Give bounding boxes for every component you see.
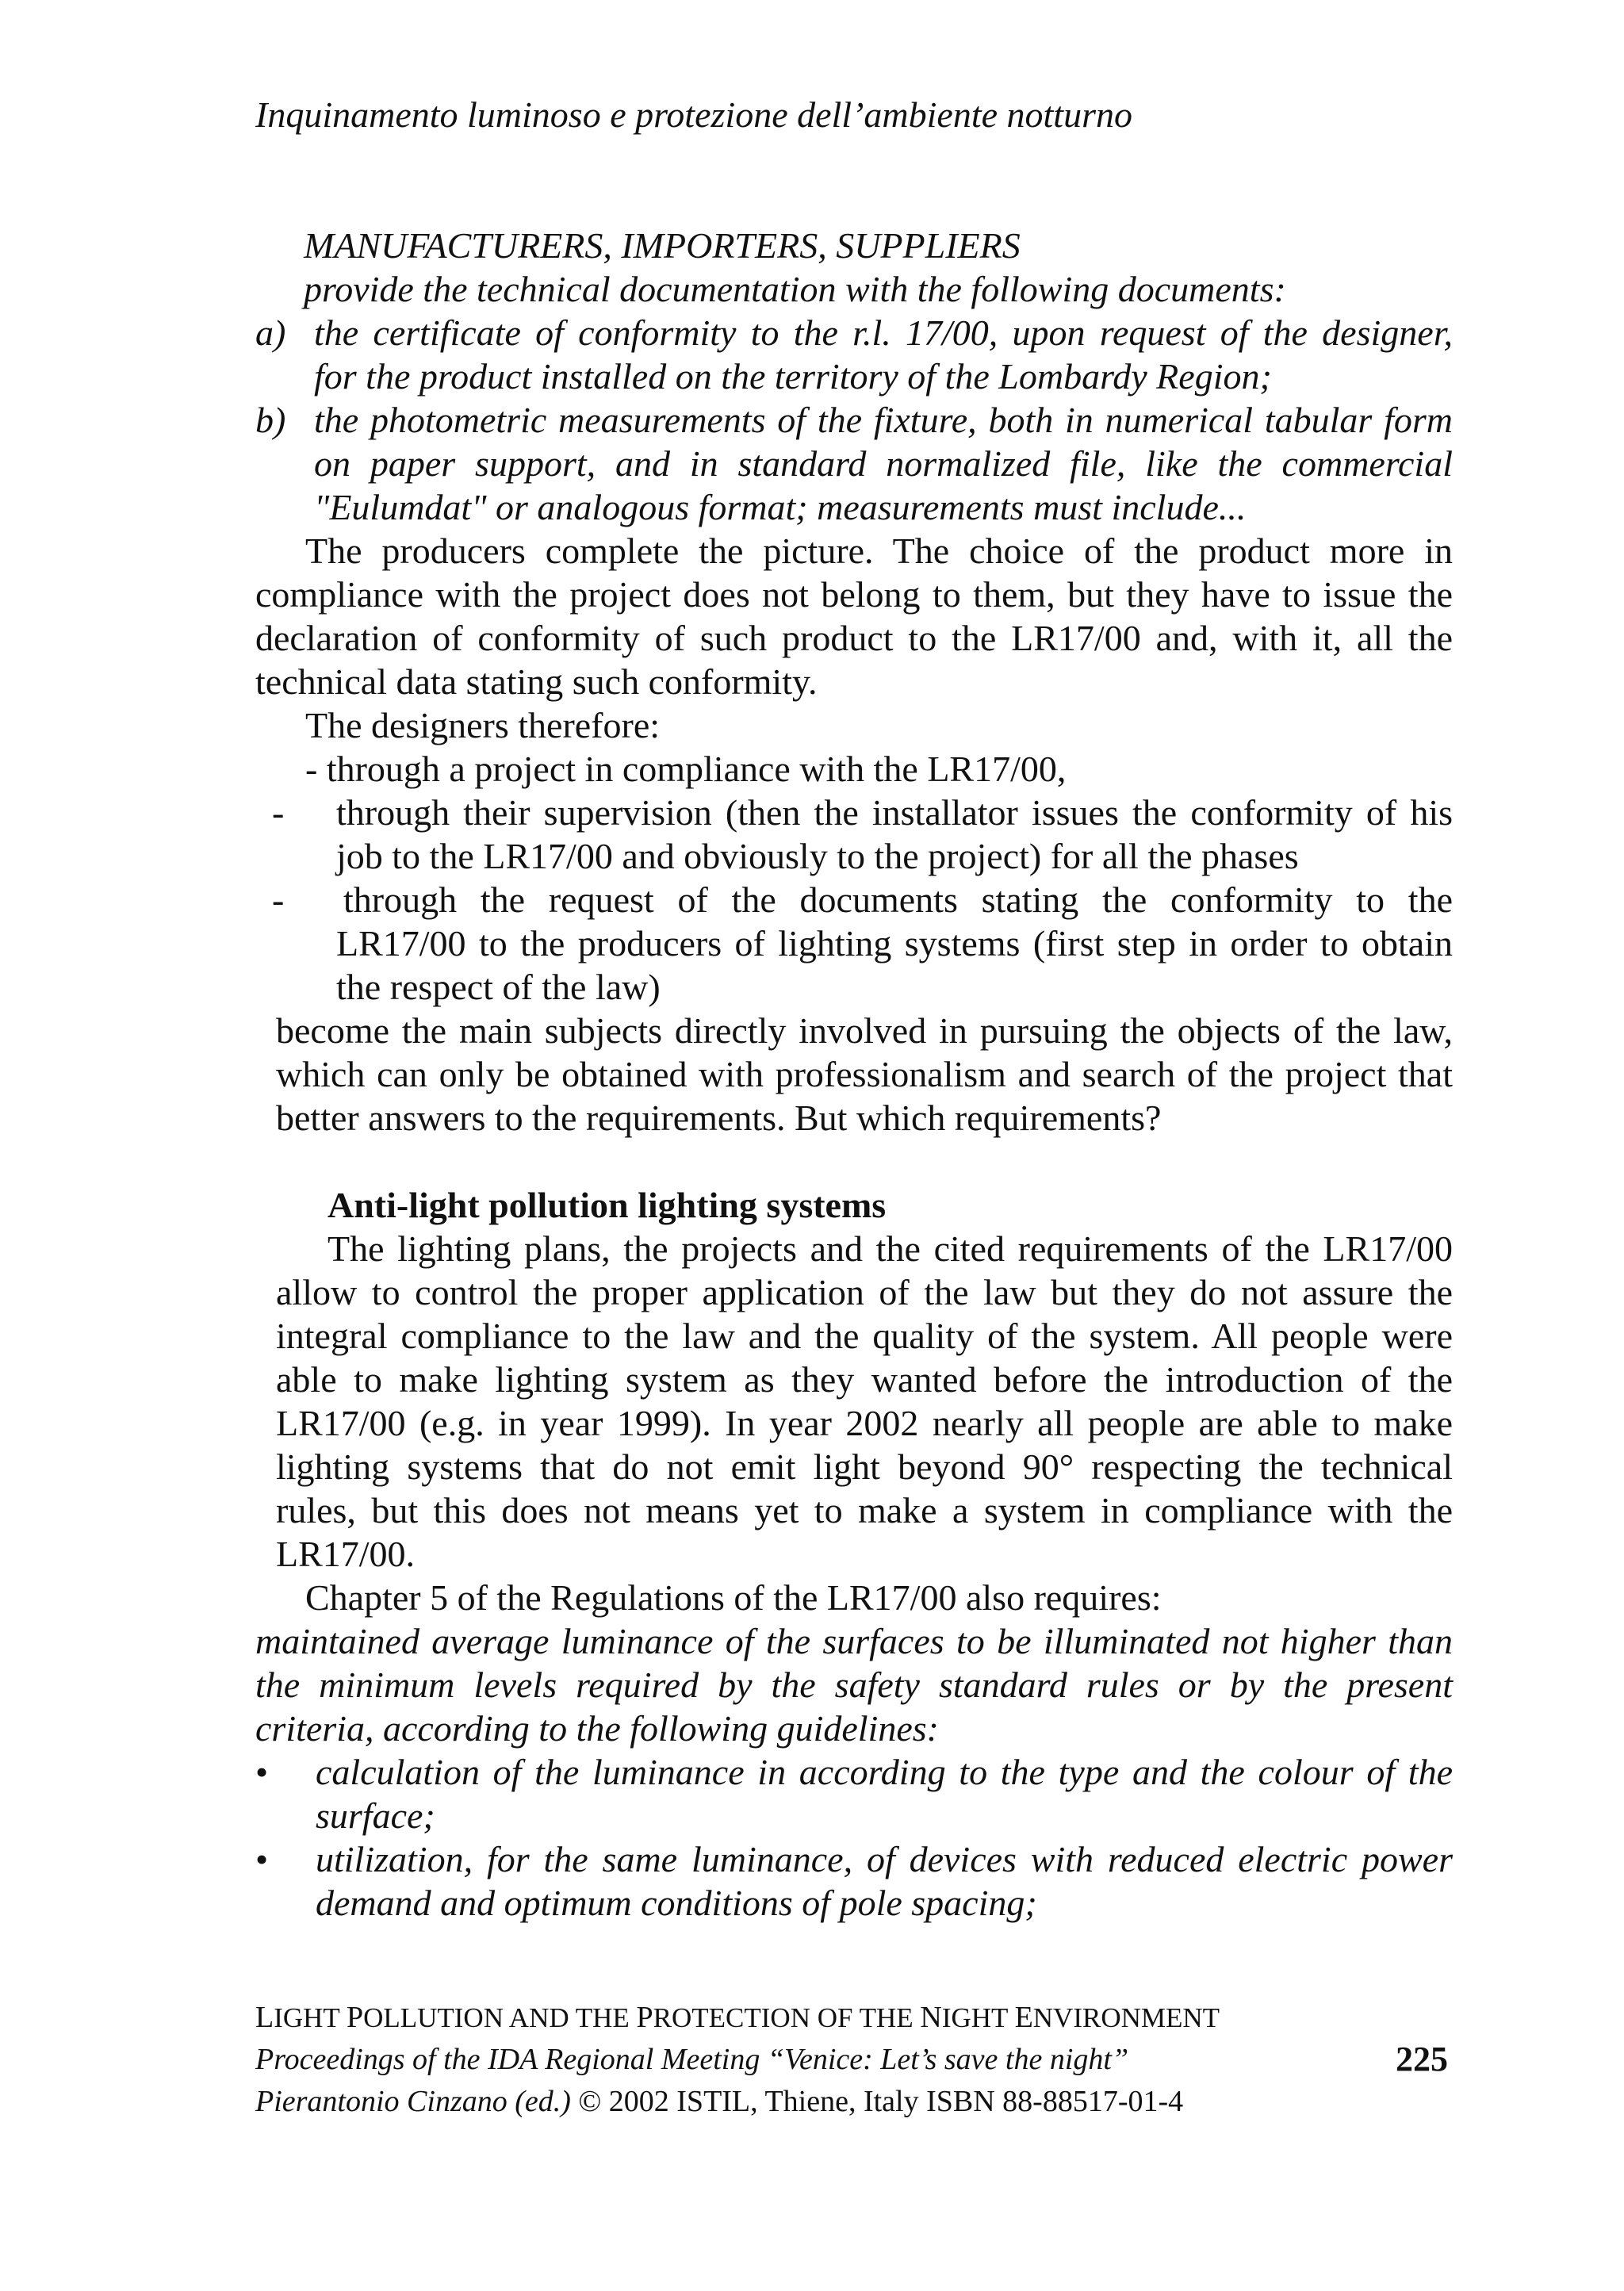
section-line: The lighting plans, the projects and the cited requirements of the LR17/00 <box>327 1228 1453 1269</box>
become-line: better answers to the requirements. But which requirements? <box>276 1098 1162 1138</box>
footer-title-cap: N <box>920 2001 942 2034</box>
requirement-line: criteria, according to the following guidelines: <box>255 1708 939 1749</box>
designers-item-3-line-3: the respect of the law) <box>336 967 661 1007</box>
footer-editor-name: Pierantonio Cinzano (ed.) <box>255 2085 571 2118</box>
designers-item-3-line-1: through the request of the documents stating the conformity to the <box>343 879 1453 920</box>
manufacturers-heading: MANUFACTURERS, IMPORTERS, SUPPLIERS <box>304 225 1021 266</box>
footer-title-small: IGHT <box>274 2002 347 2033</box>
item-b-line-2: on paper support, and in standard normalized file, like the commercial <box>314 443 1453 484</box>
item-a-marker: a) <box>255 312 286 353</box>
designers-item-1: - through a project in compliance with the LR17/00, <box>305 749 1067 789</box>
producers-line: declaration of conformity of such product to the LR17/00 and, with it, all the <box>255 618 1453 658</box>
footer-copyright: © 2002 ISTIL, Thiene, Italy ISBN 88-88517-01-4 <box>570 2085 1184 2118</box>
bullet-1-line-2: surface; <box>316 1795 435 1836</box>
designers-intro: The designers therefore: <box>305 705 661 745</box>
bullet-2-line-1: utilization, for the same luminance, of devices with reduced electric power <box>316 1839 1453 1879</box>
producers-line: compliance with the project does not belong to them, but they have to issue the <box>255 574 1453 615</box>
designers-item-3-dash: - <box>272 879 285 920</box>
designers-item-3-line-2: LR17/00 to the producers of lighting systems (first step in order to obtain <box>336 923 1453 964</box>
become-line: which can only be obtained with professionalism and search of the project that <box>276 1054 1453 1094</box>
producers-line: The producers complete the picture. The choice of the product more in <box>305 531 1453 571</box>
footer-title-cap: P <box>636 2001 653 2034</box>
section-line: rules, but this does not means yet to make a system in compliance with the <box>276 1490 1453 1531</box>
item-b-line-1: the photometric measurements of the fixture, both in numerical tabular form <box>314 400 1453 440</box>
footer-editor <box>255 2082 1183 2121</box>
item-b-marker: b) <box>255 400 286 440</box>
requirement-line: the minimum levels required by the safety standard rules or by the present <box>255 1665 1453 1705</box>
item-a-line-2: for the product installed on the territory of the Lombardy Region; <box>314 356 1272 397</box>
footer-title-cap: E <box>1014 2001 1033 2034</box>
section-heading: Anti-light pollution lighting systems <box>327 1185 887 1225</box>
page-number: 225 <box>1396 2040 1448 2078</box>
bullet-2-line-2: demand and optimum conditions of pole spacing; <box>316 1883 1037 1923</box>
item-b-line-3: "Eulumdat" or analogous format; measurements must include... <box>314 487 1247 527</box>
item-a-line-1: the certificate of conformity to the r.l. 17/00, upon request of the designer, <box>314 312 1453 353</box>
footer-title-small: OLLUTION AND THE <box>363 2002 637 2033</box>
footer-proceedings: Proceedings of the IDA Regional Meeting “Venice: Let’s save the night” <box>255 2043 1129 2076</box>
designers-item-2-line-2: job to the LR17/00 and obviously to the project) for all the phases <box>336 836 1299 876</box>
designers-item-2-dash: - <box>272 792 285 833</box>
footer-title-small: IGHT <box>941 2002 1015 2033</box>
producers-line: technical data stating such conformity. <box>255 661 818 702</box>
footer-title-small: ROTECTION OF THE <box>653 2002 921 2033</box>
bullet-1-symbol: • <box>255 1752 269 1792</box>
become-line: become the main subjects directly involved in pursuing the objects of the law, <box>276 1010 1453 1051</box>
manufacturers-intro: provide the technical documentation with the following documents: <box>304 269 1286 309</box>
bullet-1-line-1: calculation of the luminance in according to the type and the colour of the <box>316 1752 1453 1792</box>
section-line: lighting systems that do not emit light beyond 90° respecting the technical <box>276 1446 1453 1487</box>
footer-title-cap: P <box>346 2001 364 2034</box>
bullet-2-symbol: • <box>255 1839 269 1879</box>
footer-title <box>255 1998 1220 2037</box>
section-line: LR17/00. <box>276 1534 416 1574</box>
designers-item-2-line-1: through their supervision (then the installator issues the conformity of his <box>336 792 1453 833</box>
footer-title-small: NVIRONMENT <box>1032 2002 1220 2033</box>
section-line: allow to control the proper application of the law but they do not assure the <box>276 1272 1453 1312</box>
footer-title-cap: L <box>255 2001 274 2034</box>
chapter-line: Chapter 5 of the Regulations of the LR17/00 also requires: <box>305 1577 1162 1618</box>
section-line: integral compliance to the law and the quality of the system. All people were <box>276 1316 1453 1356</box>
requirement-line: maintained average luminance of the surfaces to be illuminated not higher than <box>255 1621 1453 1661</box>
running-header: Inquinamento luminoso e protezione dell’ambiente notturno <box>255 94 1132 135</box>
section-line: LR17/00 (e.g. in year 1999). In year 2002 nearly all people are able to make <box>276 1403 1453 1443</box>
section-line: able to make lighting system as they wanted before the introduction of the <box>276 1359 1453 1400</box>
